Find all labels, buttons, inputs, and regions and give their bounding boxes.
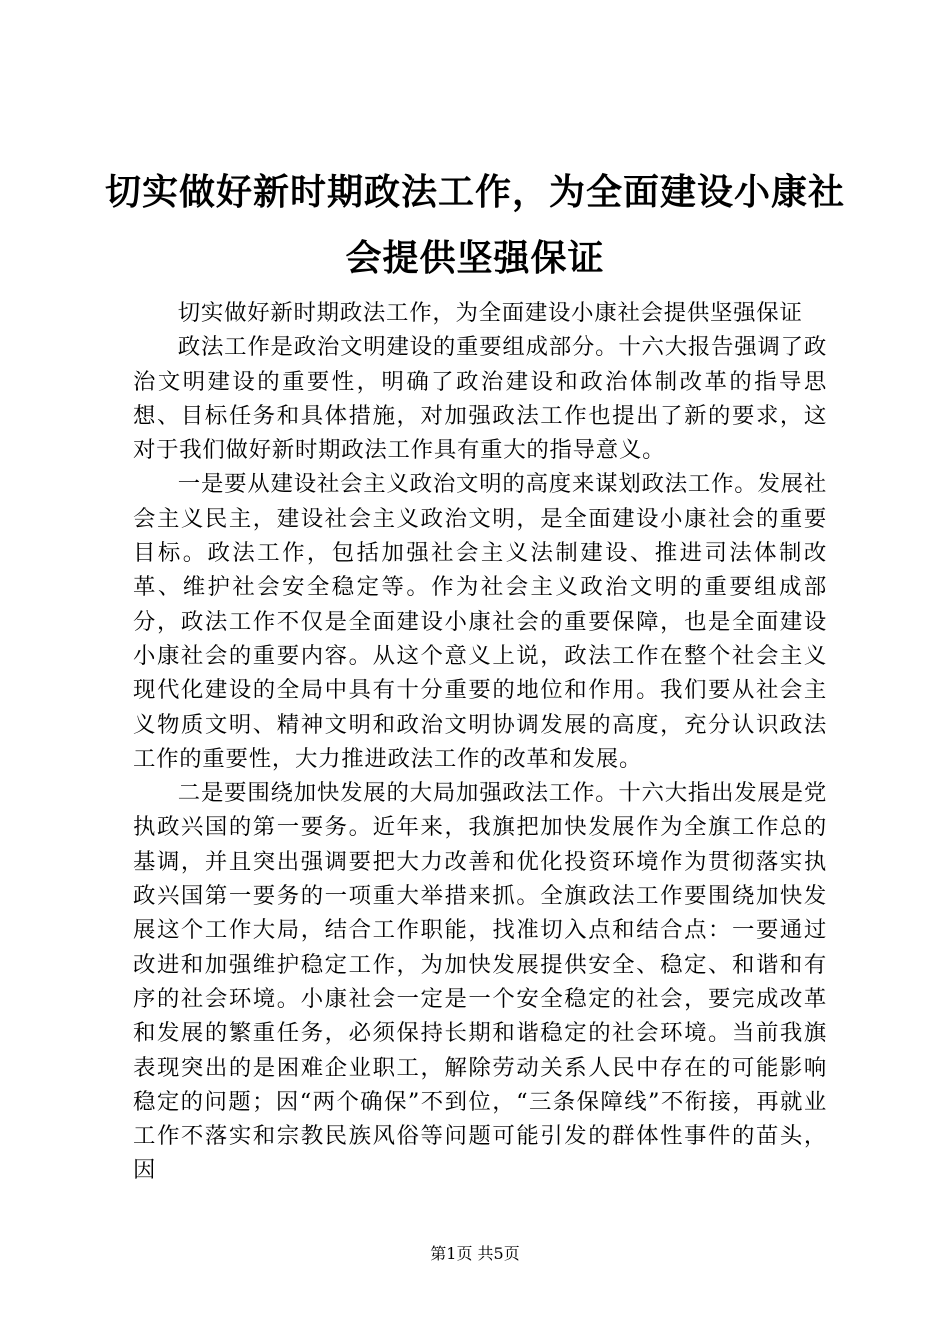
document-title: 切实做好新时期政法工作，为全面建设小康社会提供坚强保证 bbox=[104, 172, 845, 279]
paragraph-point-one: 一是要从建设社会主义政治文明的高度来谋划政法工作。发展社会主义民主，建设社会主义政治文明，是全面建设小康社会的重要目标。政法工作，包括加强社会主义法制建设、推进司法体制改革、维护社会安全稳定等。作为社会主义政治文明的重要组成部分，政法工作不仅是全面建设小康社会的重要保障，也是全面建设小康社会的重要内容。从这个意义上说，政法工作在整个社会主义现代化建设的全局中具有十分重要的地位和作用。我们要从社会主义物质文明、精神文明和政治文明协调发展的高度，充分认识政法工作的重要性，大力推进政法工作的改革和发展。 bbox=[133, 471, 827, 772]
paragraph-introduction: 政法工作是政治文明建设的重要组成部分。十六大报告强调了政治文明建设的重要性，明确了政治建设和政治体制改革的指导思想、目标任务和具体措施，对加强政法工作也提出了新的要求，这对于我们做好新时期政法工作具有重大的指导意义。 bbox=[133, 334, 827, 464]
paragraph-repeated-title: 切实做好新时期政法工作，为全面建设小康社会提供坚强保证 bbox=[177, 300, 803, 326]
document-body bbox=[133, 296, 827, 1188]
page-number-footer: 第1页 共5页 bbox=[430, 1244, 520, 1263]
paragraph-point-two: 二是要围绕加快发展的大局加强政法工作。十六大指出发展是党执政兴国的第一要务。近年来，我旗把加快发展作为全旗工作总的基调，并且突出强调要把大力改善和优化投资环境作为贯彻落实执政兴国第一要务的一项重大举措来抓。全旗政法工作要围绕加快发展这个工作大局，结合工作职能，找准切入点和结合点：一要通过改进和加强维护稳定工作，为加快发展提供安全、稳定、和谐和有序的社会环境。小康社会一定是一个安全稳定的社会，要完成改革和发展的繁重任务，必须保持长期和谐稳定的社会环境。当前我旗表现突出的是困难企业职工，解除劳动关系人民中存在的可能影响稳定的问题；因“两个确保”不到位，“三条保障线”不衔接，再就业工作不落实和宗教民族风俗等问题可能引发的群体性事件的苗头，因 bbox=[133, 780, 827, 1184]
